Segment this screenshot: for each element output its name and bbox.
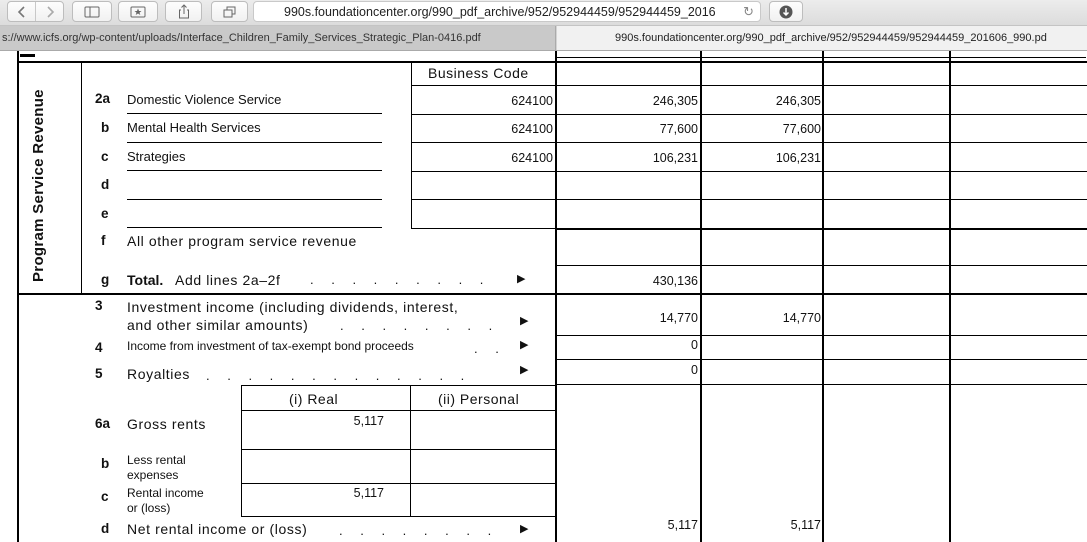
line-description: Royalties (127, 366, 190, 382)
share-icon (178, 4, 190, 19)
tab-label: s://www.icfs.org/wp-content/uploads/Interface_Children_Family_Services_Strategic_Plan-0416.pdf (2, 32, 481, 44)
line-description: All other program service revenue (127, 233, 357, 249)
line-code: c (101, 489, 109, 504)
total-revenue-value: 246,305 (652, 94, 698, 108)
total-revenue-value: 430,136 (652, 274, 698, 288)
line-description: Net rental income or (loss) (127, 521, 308, 537)
line-description: Investment income (including dividends, interest, (127, 299, 459, 315)
tab-strategic-plan-pdf[interactable] (0, 26, 556, 50)
chevron-right-icon (45, 6, 55, 18)
related-revenue-value: 14,770 (782, 311, 821, 325)
real-property-value: 5,117 (353, 486, 384, 500)
bookmarks-button[interactable] (118, 1, 158, 22)
arrow-right-icon: ▶ (520, 364, 529, 376)
related-revenue-value: 106,231 (775, 151, 821, 165)
line-description: Rental income (127, 486, 204, 500)
related-revenue-value: 5,117 (790, 518, 821, 532)
line-code: 6a (95, 416, 111, 431)
star-icon (130, 6, 146, 18)
line-code: d (101, 521, 110, 536)
arrow-right-icon: ▶ (520, 523, 529, 535)
tabs-icon (223, 6, 237, 18)
line-description: Strategies (127, 149, 186, 164)
arrow-right-icon: ▶ (517, 273, 526, 285)
downloads-button[interactable] (769, 1, 803, 22)
forward-button[interactable] (35, 2, 63, 21)
line-code: 2a (95, 91, 111, 106)
address-bar[interactable] (253, 1, 761, 22)
section-divider (17, 293, 1087, 295)
line-code: c (101, 149, 109, 164)
total-revenue-value: 77,600 (659, 122, 698, 136)
line-description: Less rental (127, 453, 186, 467)
tab-990-pdf[interactable] (557, 26, 1087, 50)
line-code: b (101, 456, 110, 471)
line-code: 3 (95, 298, 103, 313)
total-revenue-value: 106,231 (652, 151, 698, 165)
business-code-value: 624100 (511, 151, 553, 165)
real-column-header: (i) Real (289, 391, 339, 407)
tab-bar (0, 26, 1087, 51)
tabs-overview-button[interactable] (211, 1, 248, 22)
line-description-cont: or (loss) (127, 501, 171, 515)
arrow-right-icon: ▶ (520, 339, 529, 351)
line-code: b (101, 120, 110, 135)
line-description-cont: expenses (127, 468, 179, 482)
program-service-revenue-title: Program Service Revenue (30, 89, 47, 282)
related-revenue-value: 246,305 (775, 94, 821, 108)
sidebar-button[interactable] (72, 1, 112, 22)
business-code-value: 624100 (511, 122, 553, 136)
total-revenue-value: 0 (691, 338, 698, 352)
download-icon (779, 5, 793, 19)
personal-column-header: (ii) Personal (438, 391, 520, 407)
line-code: f (101, 233, 106, 248)
line-code: 5 (95, 366, 103, 381)
business-code-value: 624100 (511, 94, 553, 108)
line-code: g (101, 272, 110, 287)
reload-icon[interactable]: ↻ (743, 4, 754, 19)
address-url: 990s.foundationcenter.org/990_pdf_archive/952/952944459/952944459_2016 (284, 4, 716, 19)
total-revenue-value: 14,770 (659, 311, 698, 325)
chevron-left-icon (17, 6, 27, 18)
back-button[interactable] (8, 2, 35, 21)
related-revenue-value: 77,600 (782, 122, 821, 136)
arrow-right-icon: ▶ (520, 315, 529, 327)
browser-toolbar (0, 0, 1087, 26)
line-description: Domestic Violence Service (127, 92, 282, 107)
form-990-page: Program Service Revenue Business Code 2a Domestic Violence Service 624100 246,305 246,305 b Mental Health Services 624100 77,600 77,600 c Strategies 624100 106,231 106,231 d e f All other program service revenue g Total. Add lines 2a–2f . . . . . . . . . ▶ 430,136 3 Investment income (including dividends, interest, and other similar amounts) . . . . . . . . ▶ 14,770 14,770 4 Income from investment of tax-exempt bond proceeds . . ▶ 0 5 Royalties . . . . . . . . . . . . . ▶ 0 (i) Real (ii) Personal 6a Gross rents 5,117 b Less rental expenses c Rental income or (loss) 5,117 d Net rental income or (loss) . . . . . . . . ▶ 5,117 5,117 (0, 51, 1087, 542)
total-revenue-value: 5,117 (667, 518, 698, 532)
line-code-2e: e (101, 206, 109, 221)
line-description: Income from investment of tax-exempt bond proceeds (127, 339, 414, 353)
navigation-buttons (7, 1, 64, 22)
total-revenue-value: 0 (691, 363, 698, 377)
line-description-cont: and other similar amounts) (127, 317, 309, 333)
line-description: Gross rents (127, 416, 206, 432)
total-label-bold: Total. (127, 272, 164, 288)
real-property-value: 5,117 (353, 414, 384, 428)
line-description: Add lines 2a–2f (175, 272, 281, 288)
tab-label: 990s.foundationcenter.org/990_pdf_archive/952/952944459/952944459_201606_990.pd (615, 32, 1047, 44)
form-top-rule (17, 61, 1087, 63)
line-code-2d: d (101, 177, 110, 192)
line-code: 4 (95, 340, 103, 355)
business-code-header: Business Code (428, 65, 529, 81)
line-description: Mental Health Services (127, 120, 261, 135)
sidebar-icon (84, 6, 100, 18)
share-button[interactable] (165, 1, 202, 22)
